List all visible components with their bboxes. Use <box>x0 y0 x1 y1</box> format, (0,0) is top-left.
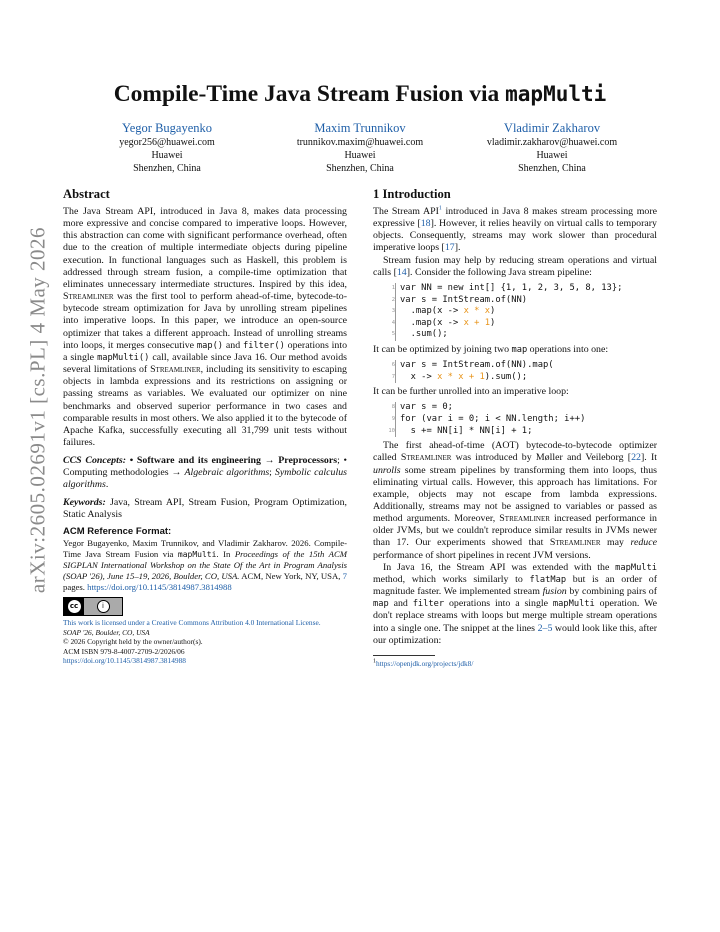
code-line: 6 var s = IntStream.of(NN).map( <box>391 360 554 371</box>
author-email: trunnikov.maxim@huawei.com <box>296 137 424 148</box>
license-link[interactable]: This work is licensed under a Creative Commons Attribution 4.0 International License. <box>63 618 321 628</box>
code-line: 10 s += NN[i] * NN[i] + 1; <box>388 425 533 436</box>
author-place: Shenzhen, China <box>133 163 201 174</box>
author-org: Huawei <box>151 150 183 161</box>
code-listing-3 <box>388 402 657 437</box>
intro-paragraph-1: The Stream API$^1$ introduced in Java 8 makes stream processing more expressive [18]. However, it relies heavily on virtual calls to temporary objects. Consequently, streams may work slower than procedural imperative loops [17]. <box>373 205 657 254</box>
code-listing-1 <box>391 282 657 341</box>
author-org: Huawei <box>344 150 376 161</box>
author-place: Shenzhen, China <box>518 163 586 174</box>
intro-paragraph-3: It can be optimized by joining two map operations into one: <box>373 343 609 355</box>
license-doi-link[interactable]: https://doi.org/10.1145/3814987.3814988 <box>63 656 186 666</box>
author-block-2 <box>265 121 455 175</box>
license-info <box>63 618 347 666</box>
title-text: Compile-Time Java Stream Fusion via <box>113 81 506 107</box>
introduction-heading: 1 Introduction <box>373 187 451 201</box>
code-line: 1 var NN = new int[] {1, 1, 2, 3, 5, 8, 13}; <box>391 282 623 293</box>
arxiv-stamp-text: arXiv:2605.02691v1 [cs.PL] 4 May 2026 <box>25 226 50 594</box>
code-line: 7 x -> x * x + 1).sum(); <box>391 371 528 382</box>
by-icon: i <box>97 600 110 613</box>
venue-line: SOAP '26, Boulder, CO, USA <box>63 627 150 637</box>
code-line: 8 var s = 0; <box>391 402 453 413</box>
cc-by-badge[interactable] <box>63 597 123 616</box>
footnote-rule <box>373 655 435 656</box>
doi-link[interactable]: https://doi.org/10.1145/3814987.3814988 <box>87 582 232 593</box>
author-email: yegor256@huawei.com <box>119 137 215 148</box>
abstract-heading: Abstract <box>63 187 110 201</box>
intro-paragraph-5: The first ahead-of-time (AOT) bytecode-to-bytecode optimizer called Streamliner was introduced by Møller and Veileborg [22]. It unrolls some stream pipelines by transforming them into loops, thus eliminating virtual calls. However, this approach has limitations. For example, objects may not escape from lambda expressions. Additionally, streams may not be assigned to variables or passed as method arguments. Moreover, Streamliner increased performance in older JVMs, but we couldn't reproduce similar results in JVMs newer than 17. Our experiments showed that Streamliner may reduce performance of short pipelines in recent JVM versions. <box>373 440 658 561</box>
left-column <box>63 187 347 666</box>
code-line: 5 .sum(); <box>391 329 448 340</box>
paper-title <box>62 81 658 108</box>
keywords: Keywords: Java, Stream API, Stream Fusion, Program Optimization, Static Analysis <box>63 496 347 520</box>
abstract-text: The Java Stream API, introduced in Java 8, makes data processing more expressive and concise compared to imperative loops. However, this abstraction can come with significant performance overhead, often due to the creation of multiple intermediate objects during pipeline execution. In functional languages such as Haskell, this problem is addressed through stream fusion, a compile-time optimization that eliminates unnecessary intermediate structures. Inspired by this idea, Streamliner was the first tool to perform ahead-of-time, bytecode-to-bytecode stream optimization for Java by unrolling stream pipelines into imperative loops. In this paper, we introduce an open-source optimizer that takes a different approach. Instead of unrolling streams into loops, it merges consecutive map() and filter() operations into a single mapMulti() call, available since Java 16. Our method avoids several limitations of Streamliner, including its sensitivity to escaping objects in lambda expressions and its restrictions on assigning or passing streams as variables. We evaluated our optimizer on nine benchmarks and observed superior performance in two cases and comparable results in most others. We also applied it to the bytecode of Apache Kafka, successfully executing all 31,799 unit tests without failures. <box>63 206 348 448</box>
right-column <box>373 187 657 670</box>
author-place: Shenzhen, China <box>326 163 394 174</box>
code-line: 3 .map(x -> x * x) <box>391 306 496 317</box>
acm-reference: Yegor Bugayenko, Maxim Trunnikov, and Vladimir Zakharov. 2026. Compile-Time Java Stream Fusion via mapMulti. In Proceedings of the 15th ACM SIGPLAN International Workshop on the State Of the Art in Program Analysis (SOAP '26), June 15–19, 2026, Boulder, CO, USA. ACM, New York, NY, USA, 7 pages. https://doi.org/10.1145/3814987.3814988 <box>63 538 348 593</box>
acm-reference-heading: ACM Reference Format: <box>63 525 172 537</box>
code-line: 9 for (var i = 0; i < NN.length; i++) <box>391 414 586 424</box>
cc-icon: cc <box>68 600 81 613</box>
author-org: Huawei <box>536 150 568 161</box>
intro-paragraph-4: It can be further unrolled into an imperative loop: <box>373 386 569 398</box>
ccs-concepts: CCS Concepts: • Software and its engineering → Preprocessors; • Computing methodologies → Algebraic algorithms; Symbolic calculus algorithms. <box>63 455 348 491</box>
arxiv-side-stamp <box>14 170 62 650</box>
code-line: 2 var s = IntStream.of(NN) <box>391 294 528 305</box>
author-block-1 <box>72 121 262 175</box>
isbn-line: ACM ISBN 979-8-4007-2709-2/2026/06 <box>63 646 185 656</box>
intro-paragraph-6: In Java 16, the Stream API was extended with the mapMulti method, which works similarly to flatMap but is an order of magnitude faster. We implemented stream fusion by combining pairs of map and filter operations into a single mapMulti operation. We don't replace streams with loops but merge multiple stream operations into a single one. The snippet at the lines 2–5 would look like this, after our optimization: <box>373 561 658 646</box>
code-line: 4 .map(x -> x + 1) <box>391 317 496 328</box>
intro-paragraph-2: Stream fusion may help by reducing stream operations and virtual calls [14]. Consider the following Java stream pipeline: <box>373 254 657 278</box>
copyright-line: © 2026 Copyright held by the owner/author(s). <box>63 637 203 647</box>
code-listing-2 <box>391 360 657 383</box>
footnote-link[interactable]: https://openjdk.org/projects/jdk8/ <box>376 658 474 668</box>
author-name: Maxim Trunnikov <box>314 121 406 135</box>
title-mono: mapMulti <box>505 82 607 106</box>
author-block-3 <box>457 121 647 175</box>
author-email: vladimir.zakharov@huawei.com <box>486 137 618 148</box>
author-name: Yegor Bugayenko <box>121 121 213 135</box>
author-name: Vladimir Zakharov <box>503 121 601 135</box>
footnote: $^1$https://openjdk.org/projects/jdk8/ <box>373 658 474 668</box>
